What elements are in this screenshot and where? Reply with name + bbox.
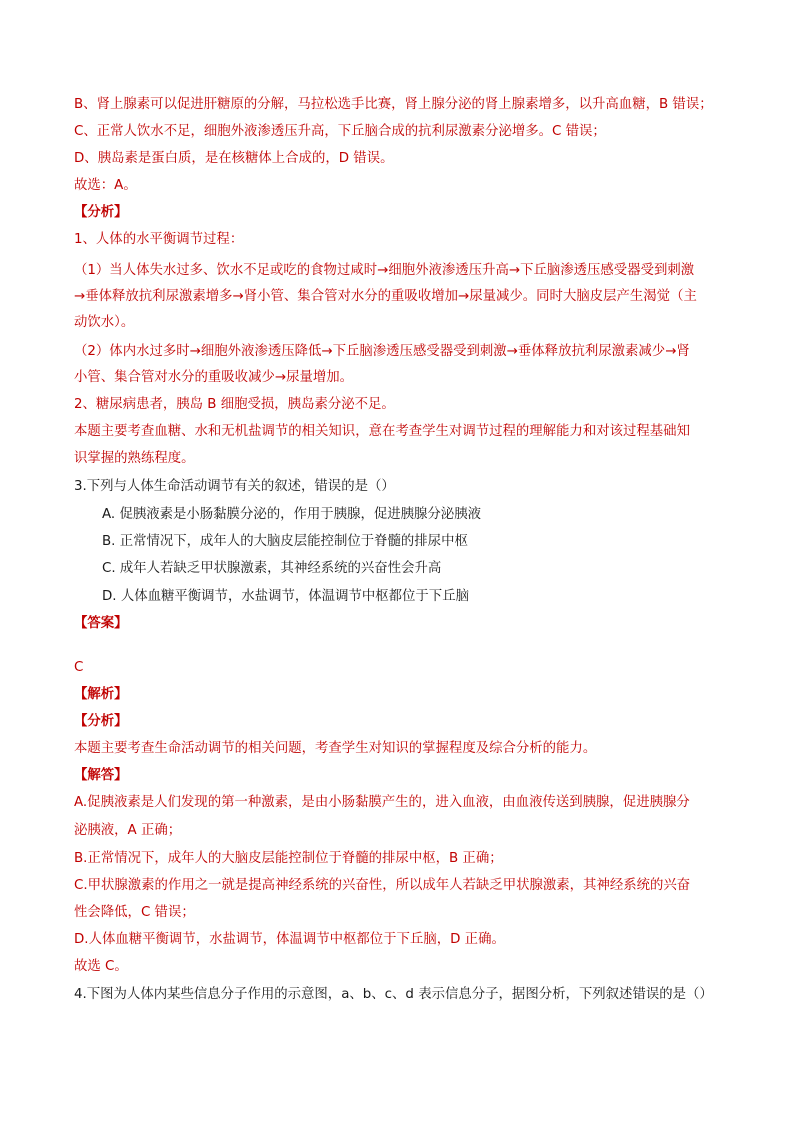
text-line: D.人体血糖平衡调节，水盐调节，体温调节中枢都位于下丘脑，D 正确。: [74, 932, 505, 947]
question-3-option-d: D. 人体血糖平衡调节，水盐调节，体温调节中枢都位于下丘脑: [102, 589, 469, 604]
question-3-stem: 3.下列与人体生命活动调节有关的叙述，错误的是（）: [74, 479, 395, 494]
text-line: B.正常情况下，成年人的大脑皮层能控制位于脊髓的排尿中枢，B 正确；: [74, 851, 503, 866]
text-line: B、肾上腺素可以促进肝糖原的分解，马拉松选手比赛，肾上腺分泌的肾上腺素增多，以升高血糖，B 错误；: [74, 97, 713, 112]
text-line: C.甲状腺激素的作用之一就是提高神经系统的兴奋性，所以成年人若缺乏甲状腺激素，其神经系统的兴奋: [74, 878, 691, 893]
text-line: 性会降低，C 错误；: [74, 905, 195, 920]
section-heading-explanation: 【解析】: [74, 687, 128, 702]
question-3-option-b: B. 正常情况下，成年人的大脑皮层能控制位于脊髓的排尿中枢: [102, 534, 468, 549]
question-3-option-a: A. 促胰液素是小肠黏膜分泌的，作用于胰腺，促进胰腺分泌胰液: [102, 507, 481, 522]
text-line: C、正常人饮水不足，细胞外液渗透压升高，下丘脑合成的抗利尿激素分泌增多。C 错误；: [74, 124, 606, 139]
text-line: 2、糖尿病患者，胰岛 B 细胞受损，胰岛素分泌不足。: [74, 397, 395, 412]
section-heading-analysis: 【分析】: [74, 714, 128, 729]
question-4-stem: 4.下图为人体内某些信息分子作用的示意图，a、b、c、d 表示信息分子，据图分析，下列叙述错误的是（）: [74, 987, 713, 1002]
answer-value: C: [74, 660, 84, 675]
text-line: →垂体释放抗利尿激素增多→肾小管、集合管对水分的重吸收增加→尿量减少。同时大脑皮层产生渴觉（主: [74, 289, 697, 304]
text-line: 本题主要考查血糖、水和无机盐调节的相关知识，意在考查学生对调节过程的理解能力和对该过程基础知: [74, 424, 690, 439]
text-line: 本题主要考查生命活动调节的相关问题，考查学生对知识的掌握程度及综合分析的能力。: [74, 741, 597, 756]
text-line: 小管、集合管对水分的重吸收减少→尿量增加。: [74, 370, 354, 385]
text-line: 识掌握的熟练程度。: [74, 451, 195, 466]
text-line: （2）体内水过多时→细胞外液渗透压降低→下丘脑渗透压感受器受到刺激→垂体释放抗利尿激素减少→肾: [74, 344, 690, 359]
text-line: 故选 C。: [74, 959, 128, 974]
text-line: 泌胰液，A 正确；: [74, 823, 182, 838]
section-heading-solution: 【解答】: [74, 768, 128, 783]
text-line: A.促胰液素是人们发现的第一种激素，是由小肠黏膜产生的，进入血液，由血液传送到胰腺，促进胰腺分: [74, 795, 690, 810]
text-line: （1）当人体失水过多、饮水不足或吃的食物过咸时→细胞外液渗透压升高→下丘脑渗透压感受器受到刺激: [74, 263, 695, 278]
section-heading-analysis: 【分析】: [74, 205, 128, 220]
text-line: 故选：A。: [74, 178, 137, 193]
section-heading-answer: 【答案】: [74, 616, 128, 631]
text-line: 1、人体的水平衡调节过程：: [74, 232, 244, 247]
question-3-option-c: C. 成年人若缺乏甲状腺激素，其神经系统的兴奋性会升高: [102, 561, 442, 576]
text-line: D、胰岛素是蛋白质，是在核糖体上合成的，D 错误。: [74, 151, 394, 166]
text-line: 动饮水）。: [74, 315, 135, 330]
